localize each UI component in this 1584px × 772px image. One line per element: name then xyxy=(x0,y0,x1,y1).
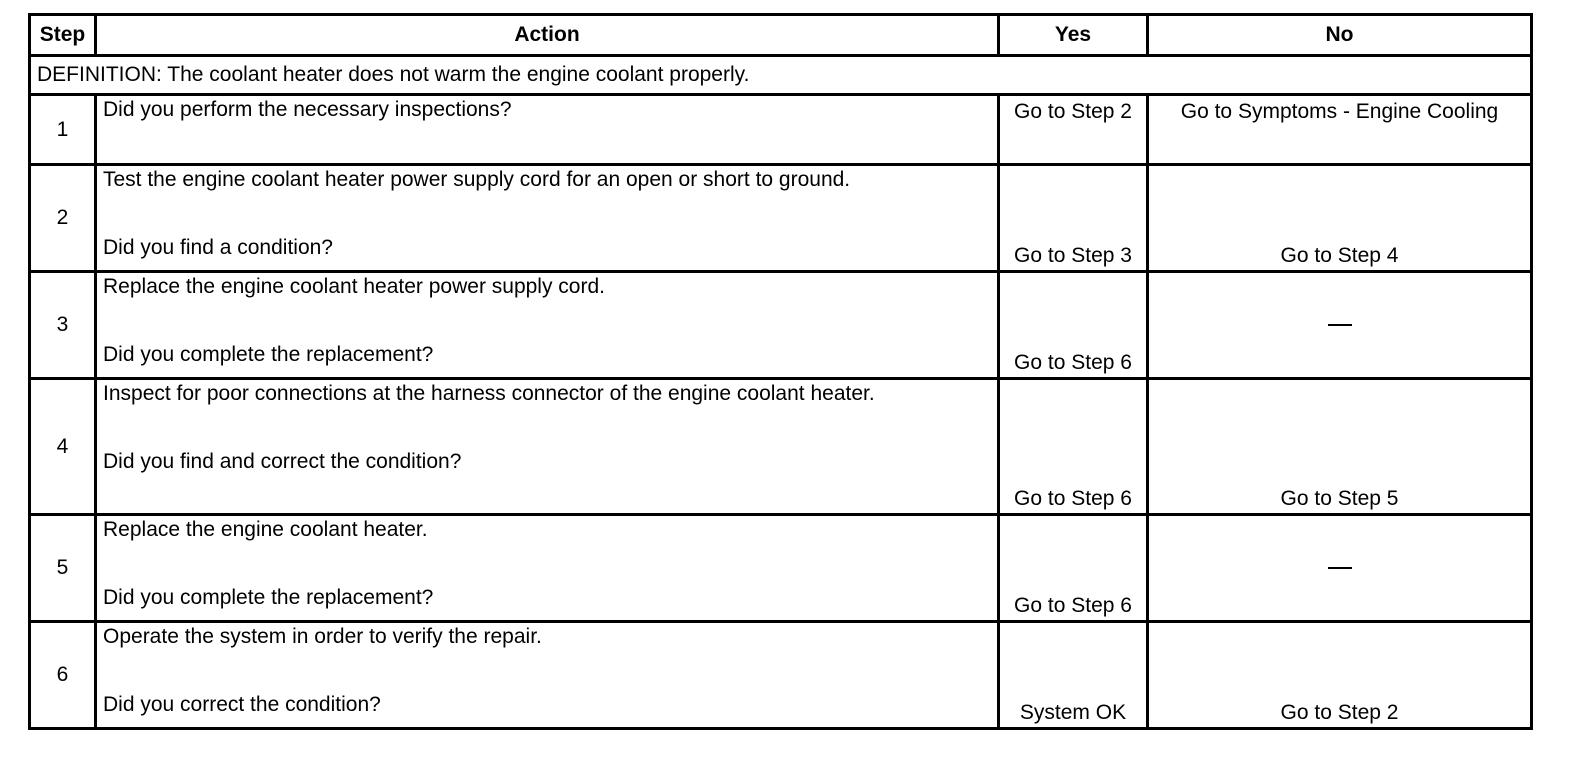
yes-cell: System OK xyxy=(999,622,1148,729)
action-text: Replace the engine coolant heater power supply cord. xyxy=(103,275,605,298)
step-number: 2 xyxy=(30,165,96,272)
action-text: Did you perform the necessary inspections? xyxy=(103,98,512,121)
yes-text: Go to Step 6 xyxy=(1014,594,1132,617)
action-question: Did you complete the replacement? xyxy=(103,343,434,366)
no-cell: Go to Symptoms - Engine Cooling xyxy=(1148,95,1532,165)
table-row xyxy=(30,95,1532,165)
definition-row xyxy=(30,56,1532,95)
table-row xyxy=(30,379,1532,515)
header-no: No xyxy=(1148,15,1532,56)
action-cell xyxy=(96,379,999,515)
step-number: 5 xyxy=(30,515,96,622)
step-number: 1 xyxy=(30,95,96,165)
yes-cell xyxy=(999,379,1148,515)
header-row xyxy=(30,15,1532,56)
table-row xyxy=(30,272,1532,379)
action-cell xyxy=(96,515,999,622)
diagnostic-table xyxy=(28,13,1533,730)
action-cell xyxy=(96,272,999,379)
action-question: Did you find and correct the condition? xyxy=(103,450,462,473)
step-number: 3 xyxy=(30,272,96,379)
yes-cell xyxy=(999,272,1148,379)
table-row xyxy=(30,165,1532,272)
step-number: 6 xyxy=(30,622,96,729)
no-cell: Go to Step 4 xyxy=(1148,165,1532,272)
no-cell xyxy=(1148,515,1532,622)
yes-cell: Go to Step 2 xyxy=(999,95,1148,165)
yes-cell xyxy=(999,515,1148,622)
action-question: Did you find a condition? xyxy=(103,236,333,259)
dash-mark xyxy=(1328,324,1352,326)
action-text: Replace the engine coolant heater. xyxy=(103,518,428,541)
action-cell xyxy=(96,95,999,165)
no-cell: Go to Step 5 xyxy=(1148,379,1532,515)
step-number: 4 xyxy=(30,379,96,515)
table-row xyxy=(30,515,1532,622)
action-text: Inspect for poor connections at the harness connector of the engine coolant heater. xyxy=(103,382,875,405)
dash-mark xyxy=(1328,567,1352,569)
no-cell xyxy=(1148,272,1532,379)
header-yes: Yes xyxy=(999,15,1148,56)
action-text: Test the engine coolant heater power supply cord for an open or short to ground. xyxy=(103,168,851,191)
table-row xyxy=(30,622,1532,729)
yes-text: Go to Step 6 xyxy=(1014,487,1132,510)
yes-text: Go to Step 3 xyxy=(1014,244,1132,267)
header-step: Step xyxy=(30,15,96,56)
yes-cell xyxy=(999,165,1148,272)
action-cell xyxy=(96,622,999,729)
no-cell: Go to Step 2 xyxy=(1148,622,1532,729)
header-action: Action xyxy=(96,15,999,56)
action-question: Did you correct the condition? xyxy=(103,693,381,716)
action-text: Operate the system in order to verify the repair. xyxy=(103,625,542,648)
yes-text: Go to Step 6 xyxy=(1014,351,1132,374)
action-cell xyxy=(96,165,999,272)
action-question: Did you complete the replacement? xyxy=(103,586,434,609)
definition-text: DEFINITION: The coolant heater does not warm the engine coolant properly. xyxy=(30,56,1532,95)
